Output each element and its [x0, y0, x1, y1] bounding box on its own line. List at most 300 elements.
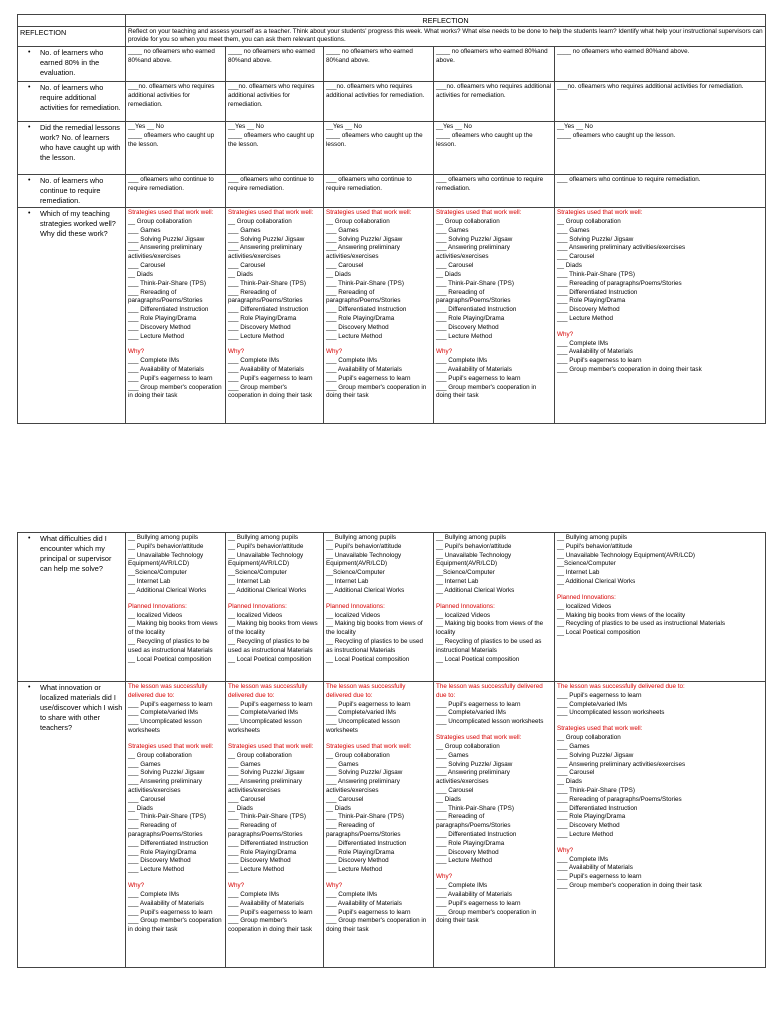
checklist-item: ___ Group member's cooperation in doing their task [228, 917, 313, 934]
checklist-item: ___ Solving Puzzle/ Jigsaw [326, 235, 403, 243]
section-heading: Strategies used that work well: [436, 734, 522, 742]
checklist-item: ___ Availability of Materials [228, 366, 304, 373]
checklist-item: ___ Complete IMs [557, 339, 609, 347]
spacer [128, 736, 223, 743]
checklist-item: ___ Pupil's eagerness to learn [557, 873, 642, 881]
checklist-item: __ Internet Lab [128, 578, 171, 586]
checklist-item: ___ Carousel [326, 795, 364, 803]
checklist-item: __Science/Computer [128, 569, 187, 577]
row-label-earned80: No. of learners who earned 80% in the evaluation. [40, 48, 104, 78]
checklist-item: ___ Games [228, 226, 261, 234]
checklist-item: __ Pupil's behavior/attitude [228, 542, 304, 550]
checklist-item: ___ Complete IMs [557, 855, 609, 863]
checklist-item: ___ Games [557, 742, 590, 750]
checklist-item: __ Diads [557, 262, 582, 270]
checklist-item: ___ Complete IMs [128, 357, 180, 365]
label-cell-strategies [18, 208, 126, 424]
section-heading: Why? [128, 348, 145, 356]
checklist-item: ___ Rereading of paragraphs/Poems/Stories [228, 822, 303, 838]
checklist-item: ___ Lecture Method [326, 866, 383, 874]
cell-earned80: ____ no ofleamers who earned 80%and above. [434, 47, 555, 82]
checklist-item: ___ Discovery Method [557, 306, 620, 314]
cell-remedial [126, 122, 226, 175]
checklist-item: ___ Role Playing/Drama [557, 813, 626, 821]
checklist-item: __ Unavailable Technology Equipment(AVR/LCD) [436, 551, 512, 568]
checklist-item: __ Diads [228, 270, 253, 278]
checklist-item: ___ Group member's cooperation in doing their task [326, 383, 427, 400]
checklist-item: __ Internet Lab [228, 578, 271, 586]
spacer [228, 341, 321, 348]
caught-up-count: ____ ofleamers who caught up the lesson. [128, 131, 215, 148]
section-heading: Strategies used that work well: [557, 725, 643, 733]
label-cell-earned80 [18, 47, 126, 82]
yes-no-choice: __Yes __ No [436, 123, 472, 130]
checklist-item: ___ Games [128, 226, 161, 234]
checklist-item: ___ Complete IMs [228, 890, 280, 898]
checklist-item: ___ Rereading of paragraphs/Poems/Stories [128, 822, 203, 838]
checklist-item: __ Group collaboration [228, 751, 292, 759]
reflection-table-top [17, 14, 766, 424]
checklist-item: ___ Pupil's eagerness to learn [326, 908, 411, 916]
bullet-icon: • [28, 124, 31, 131]
checklist-item: ___ Games [436, 751, 469, 759]
section-heading: Planned Innovations: [436, 602, 495, 610]
checklist-item: __ localized Videos [326, 611, 381, 619]
caught-up-count: ____ ofleamers who caught up the lesson. [228, 131, 315, 148]
difficulties-cell [126, 533, 226, 682]
checklist-item: ___ Complete IMs [436, 357, 488, 365]
checklist-item: ___ Carousel [436, 786, 474, 794]
checklist-item: ___ Complete IMs [326, 890, 378, 898]
checklist-item: ___ Group member's cooperation in doing their task [326, 917, 427, 934]
checklist-item: __Science/Computer [557, 560, 616, 568]
checklist-item: ___ Rereading of paragraphs/Poems/Stories [128, 288, 203, 305]
checklist-item: ___ Carousel [128, 262, 166, 270]
checklist-item: ___ Group member's cooperation in doing their task [436, 908, 537, 925]
checklist-item: ___ Lecture Method [228, 332, 285, 340]
checklist-item: __ localized Videos [228, 611, 283, 619]
checklist-item: ___ Pupil's eagerness to learn [557, 691, 642, 699]
checklist-item: __ Recycling of plastics to be used as instructional Materials [557, 620, 725, 628]
spacer [557, 840, 763, 847]
section-heading: Why? [436, 348, 453, 356]
section-heading: The lesson was successfully delivered due to: [128, 683, 208, 699]
checklist-item: ___ Answering preliminary activities/exercises [436, 244, 510, 261]
checklist-item: __ Recycling of plastics to be used as instructional Materials [436, 637, 542, 654]
cell-remedial [434, 122, 555, 175]
checklist-item: __ Unavailable Technology Equipment(AVR/LCD) [128, 551, 204, 568]
cell-require-additional: ___no. ofleamers who requires additional activities for remediation. [324, 82, 434, 122]
section-heading: Why? [128, 882, 145, 890]
checklist-item: ___ Role Playing/Drama [228, 848, 297, 856]
checklist-item: ___ Solving Puzzle/ Jigsaw [228, 769, 305, 777]
difficulties-cell [324, 533, 434, 682]
checklist-item: ___ Rereading of paragraphs/Poems/Stories [436, 813, 511, 830]
checklist-item: __ Recycling of plastics to be used as instructional Materials [228, 637, 313, 654]
yes-no-choice: __Yes __ No [326, 123, 362, 130]
innovation-cell [434, 682, 555, 968]
checklist-item: __ Diads [436, 795, 461, 803]
label-cell-difficulties [18, 533, 126, 682]
reflection-table-bottom [17, 532, 766, 968]
reflection-instruction: Reflect on your teaching and assess yourself as a teacher. Think about your students' progress this week. What works? What else needs to be done to help the students learn? Identify what help your instructional supervisors can provide for you so when you meet them, you can ask them relevant questions. [126, 27, 766, 47]
checklist-item: ___ Discovery Method [128, 857, 191, 865]
caught-up-count: ____ ofleamers who caught up the lesson. [557, 131, 676, 139]
checklist-item: ___ Complete/varied IMs [228, 709, 298, 717]
checklist-item: __ localized Videos [128, 611, 183, 619]
checklist-item: ___ Think-Pair-Share (TPS) [228, 279, 306, 287]
yes-no-choice: __Yes __ No [228, 123, 264, 130]
difficulties-cell [555, 533, 766, 682]
checklist-item: ___ Pupil's eagerness to learn [128, 374, 213, 382]
checklist-item: ___ Differentiated Instruction [326, 839, 407, 847]
checklist-item: ___ Differentiated Instruction [557, 288, 638, 296]
checklist-item: ___ Carousel [228, 262, 266, 270]
checklist-item: __ Making big books from views of the locality [228, 620, 318, 637]
checklist-item: ___ Complete/varied IMs [557, 700, 627, 708]
strategies-cell [555, 208, 766, 424]
checklist-item: __ Pupil's behavior/attitude [436, 542, 512, 550]
checklist-item: __ Group collaboration [436, 218, 500, 225]
checklist-item: __ Diads [436, 270, 461, 278]
checklist-item: __ Making big books from views of the locality [557, 611, 686, 619]
section-heading: Why? [557, 846, 574, 854]
checklist-item: ___ Discovery Method [436, 323, 499, 331]
section-heading: The lesson was successfully delivered due to: [436, 683, 543, 699]
checklist-item: ___ Discovery Method [128, 323, 191, 331]
checklist-item: __ Group collaboration [326, 218, 390, 225]
checklist-item: ___ Role Playing/Drama [326, 848, 395, 856]
cell-require-additional: ___no. ofleamers who requires additional activities for remediation. [555, 82, 766, 122]
checklist-item: ___ Think-Pair-Share (TPS) [228, 813, 306, 821]
checklist-item: ___ Uncomplicated lesson worksheets [557, 709, 665, 717]
section-heading: Strategies used that work well: [436, 209, 522, 217]
checklist-item: ___ Answering preliminary activities/exercises [557, 244, 686, 252]
checklist-item: __ Group collaboration [436, 742, 500, 750]
section-heading: Why? [228, 348, 245, 356]
checklist-item: ___ Differentiated Instruction [436, 831, 517, 838]
checklist-item: __ Local Poetical composition [128, 655, 212, 663]
checklist-item: __ Group collaboration [326, 751, 390, 759]
header-spacer [18, 15, 126, 27]
checklist-item: ___ Games [436, 226, 469, 234]
checklist-item: __ Bullying among pupils [228, 534, 299, 541]
checklist-item: ___ Rereading of paragraphs/Poems/Stories [228, 288, 303, 305]
section-heading: Planned Innovations: [228, 602, 287, 610]
checklist-item: __ Additional Clerical Works [326, 586, 405, 594]
checklist-item: __ localized Videos [557, 602, 612, 610]
cell-continue-remediation: ___ ofleamers who continue to require remediation. [434, 175, 555, 208]
checklist-item: ___ Pupil's eagerness to learn [436, 700, 521, 708]
checklist-item: ___ Role Playing/Drama [228, 314, 297, 322]
checklist-item: ___ Complete IMs [228, 357, 280, 365]
checklist-item: __ Internet Lab [326, 578, 369, 586]
cell-require-additional: ___no. ofleamers who requires additional activities for remediation. [434, 82, 555, 122]
bullet-icon: • [28, 210, 31, 218]
checklist-item: ___ Solving Puzzle/ Jigsaw [436, 235, 513, 243]
checklist-item: ___ Discovery Method [436, 848, 499, 856]
row-label-require-additional: No. of learners who require additional activities for remediation. [40, 83, 121, 113]
spacer [228, 596, 321, 603]
checklist-item: ___ Complete/varied IMs [326, 709, 396, 717]
checklist-item: ___ Answering preliminary activities/exercises [228, 244, 302, 261]
checklist-item: ___ Lecture Method [228, 866, 285, 874]
spacer [557, 587, 763, 594]
cell-remedial [324, 122, 434, 175]
section-heading: Strategies used that work well: [557, 209, 643, 217]
cell-require-additional: ___no. ofleamers who requires additional activities for remediation. [226, 82, 324, 122]
spacer [326, 596, 431, 603]
checklist-item: __ Bullying among pupils [436, 534, 507, 541]
spacer [436, 341, 552, 348]
checklist-item: ___ Answering preliminary activities/exercises [557, 760, 686, 768]
innovation-cell [226, 682, 324, 968]
label-cell-continue-remediation [18, 175, 126, 208]
checklist-item: __ Unavailable Technology Equipment(AVR/LCD) [557, 551, 696, 559]
checklist-item: ___ Differentiated Instruction [228, 306, 309, 314]
checklist-item: ___ Carousel [557, 769, 595, 777]
checklist-item: ___ Complete/varied IMs [128, 709, 198, 717]
yes-no-choice: __Yes __ No [557, 123, 593, 130]
checklist-item: ___ Uncomplicated lesson worksheets [128, 718, 202, 735]
cell-continue-remediation: ___ ofleamers who continue to require remediation. [555, 175, 766, 208]
checklist-item: __ Unavailable Technology Equipment(AVR/LCD) [326, 551, 402, 568]
checklist-item: ___ Think-Pair-Share (TPS) [436, 279, 514, 287]
section-heading: Strategies used that work well: [228, 209, 314, 217]
section-heading: The lesson was successfully delivered due to: [228, 683, 308, 699]
cell-remedial [226, 122, 324, 175]
checklist-item: ___ Availability of Materials [436, 366, 512, 373]
difficulties-cell [226, 533, 324, 682]
checklist-item: ___ Group member's cooperation in doing their task [557, 882, 702, 890]
checklist-item: ___ Uncomplicated lesson worksheets [228, 718, 302, 735]
checklist-item: ___ Pupil's eagerness to learn [436, 899, 521, 907]
section-heading: The lesson was successfully delivered due to: [557, 683, 685, 690]
checklist-item: ___ Games [128, 760, 161, 768]
section-heading: The lesson was successfully delivered due to: [326, 683, 406, 699]
innovation-cell [324, 682, 434, 968]
section-heading: Why? [326, 348, 343, 356]
checklist-item: ___ Pupil's eagerness to learn [228, 700, 313, 708]
section-heading: Strategies used that work well: [228, 742, 314, 750]
checklist-item: __ Diads [557, 778, 582, 786]
label-cell-innovation [18, 682, 126, 968]
spacer [326, 736, 431, 743]
checklist-item: __ Additional Clerical Works [436, 586, 515, 594]
checklist-item: ___ Games [228, 760, 261, 768]
checklist-item: ___ Pupil's eagerness to learn [228, 374, 313, 382]
checklist-item: __ Making big books from views of the locality [326, 620, 423, 637]
spacer [436, 727, 552, 734]
bullet-icon: • [28, 535, 31, 542]
checklist-item: ___ Uncomplicated lesson worksheets [326, 718, 400, 735]
checklist-item: ___ Role Playing/Drama [128, 314, 197, 322]
row-label-strategies: Which of my teaching strategies worked well? Why did these work? [40, 209, 116, 239]
spacer [228, 736, 321, 743]
strategies-cell [324, 208, 434, 424]
checklist-item: ___ Solving Puzzle/ Jigsaw [436, 760, 513, 768]
checklist-item: ___ Complete IMs [436, 882, 488, 890]
checklist-item: __ Diads [128, 804, 153, 812]
strategies-cell [226, 208, 324, 424]
reflection-label: REFLECTION [18, 27, 126, 47]
checklist-item: ___ Carousel [128, 795, 166, 803]
checklist-item: ___ Discovery Method [228, 857, 291, 865]
checklist-item: __ Local Poetical composition [228, 655, 312, 663]
checklist-item: __ Recycling of plastics to be used as instructional Materials [326, 637, 423, 654]
checklist-item: ___ Availability of Materials [326, 366, 402, 373]
checklist-item: __ Diads [326, 270, 351, 278]
spacer [436, 596, 552, 603]
checklist-item: __ Pupil's behavior/attitude [326, 542, 402, 550]
checklist-item: ___ Carousel [557, 253, 595, 261]
checklist-item: ___ Differentiated Instruction [128, 306, 209, 314]
checklist-item: __ Making big books from views of the locality [128, 620, 218, 637]
checklist-item: ___ Answering preliminary activities/exercises [326, 778, 400, 794]
checklist-item: ___ Solving Puzzle/ Jigsaw [228, 235, 305, 243]
checklist-item: ___ Carousel [436, 262, 474, 270]
checklist-item: ___ Availability of Materials [128, 366, 204, 373]
section-heading: Planned Innovations: [557, 593, 616, 601]
checklist-item: __Science/Computer [326, 569, 385, 577]
checklist-item: ___ Role Playing/Drama [326, 314, 395, 322]
checklist-item: ___ Discovery Method [557, 822, 620, 830]
checklist-item: ___ Differentiated Instruction [128, 839, 209, 847]
checklist-item: ___ Complete IMs [128, 890, 180, 898]
checklist-item: ___ Rereading of paragraphs/Poems/Stories [436, 288, 511, 305]
spacer [557, 718, 763, 725]
checklist-item: __ Bullying among pupils [557, 534, 628, 541]
cell-earned80: ____ no ofleamers who earned 80%and above. [226, 47, 324, 82]
spacer [326, 341, 431, 348]
checklist-item: ___ Answering preliminary activities/exercises [228, 778, 302, 794]
checklist-item: ___ Answering preliminary activities/exercises [326, 244, 400, 261]
checklist-item: ___ Games [326, 760, 359, 768]
checklist-item: __ Group collaboration [128, 751, 192, 759]
caught-up-count: ____ ofleamers who caught up the lesson. [436, 131, 533, 148]
checklist-item: ___ Role Playing/Drama [557, 297, 626, 305]
checklist-item: ___ Think-Pair-Share (TPS) [557, 786, 635, 794]
checklist-item: __ Local Poetical composition [326, 655, 410, 663]
checklist-item: __ Pupil's behavior/attitude [128, 542, 204, 550]
checklist-item: ___ Rereading of paragraphs/Poems/Stories [557, 795, 682, 803]
checklist-item: ___ Discovery Method [228, 323, 291, 331]
cell-earned80: ____ no ofleamers who earned 80%and above. [555, 47, 766, 82]
checklist-item: ___ Availability of Materials [557, 348, 633, 356]
checklist-item: __Science/Computer [228, 569, 287, 577]
section-heading: Planned Innovations: [326, 602, 385, 610]
checklist-item: ___ Availability of Materials [228, 899, 304, 907]
strategies-cell [126, 208, 226, 424]
section-heading: Planned Innovations: [128, 602, 187, 610]
checklist-item: __ Local Poetical composition [557, 629, 641, 637]
section-heading: Why? [557, 330, 574, 338]
checklist-item: ___ Group member's cooperation in doing their task [128, 383, 222, 400]
bullet-icon: • [28, 49, 31, 56]
checklist-item: ___ Think-Pair-Share (TPS) [128, 279, 206, 287]
spacer [228, 875, 321, 882]
checklist-item: ___ Differentiated Instruction [326, 306, 407, 314]
checklist-item: ___ Games [557, 226, 590, 234]
row-label-difficulties: What difficulties did I encounter which my principal or supervisor can help me solve? [40, 534, 112, 574]
label-cell-remedial-work [18, 122, 126, 175]
checklist-item: ___ Answering preliminary activities/exercises [128, 778, 202, 794]
checklist-item: ___ Group member's cooperation in doing their task [128, 917, 222, 934]
checklist-item: __ Diads [128, 270, 153, 278]
spacer [557, 324, 763, 331]
checklist-item: ___ Complete IMs [326, 357, 378, 365]
caught-up-count: ____ ofleamers who caught up the lesson. [326, 131, 423, 148]
checklist-item: ___ Uncomplicated lesson worksheets [436, 718, 544, 726]
section-heading: Strategies used that work well: [128, 742, 214, 750]
spacer [128, 341, 223, 348]
cell-continue-remediation: ___ ofleamers who continue to require remediation. [126, 175, 226, 208]
checklist-item: __ Bullying among pupils [128, 534, 199, 541]
cell-continue-remediation: ___ ofleamers who continue to require remediation. [324, 175, 434, 208]
checklist-item: ___ Games [326, 226, 359, 234]
checklist-item: __ Additional Clerical Works [557, 578, 636, 586]
cell-require-additional: ___no. ofleamers who requires additional activities for remediation. [126, 82, 226, 122]
section-heading: Why? [436, 873, 453, 881]
checklist-item: ___ Availability of Materials [436, 890, 512, 898]
innovation-cell [126, 682, 226, 968]
checklist-item: __ Making big books from views of the locality [436, 620, 544, 637]
difficulties-cell [434, 533, 555, 682]
cell-earned80: ____ no ofleamers who earned 80%and above. [126, 47, 226, 82]
checklist-item: __ Group collaboration [557, 734, 621, 742]
checklist-item: ___ Pupil's eagerness to learn [436, 374, 521, 382]
checklist-item: __ Group collaboration [228, 218, 292, 225]
section-heading: Strategies used that work well: [128, 209, 214, 217]
checklist-item: ___ Differentiated Instruction [557, 804, 638, 812]
checklist-item: ___ Availability of Materials [557, 864, 633, 872]
checklist-item: ___ Lecture Method [128, 866, 185, 874]
section-heading: Strategies used that work well: [326, 209, 412, 217]
spacer [128, 596, 223, 603]
checklist-item: ___ Group member's cooperation in doing their task [557, 366, 702, 373]
checklist-item: ___ Role Playing/Drama [128, 848, 197, 856]
checklist-item: ___ Solving Puzzle/ Jigsaw [557, 751, 634, 759]
checklist-item: __ Bullying among pupils [326, 534, 397, 541]
checklist-item: ___ Discovery Method [326, 323, 389, 331]
checklist-item: __ Group collaboration [128, 218, 192, 225]
checklist-item: ___ Carousel [228, 795, 266, 803]
section-heading: Why? [228, 882, 245, 890]
checklist-item: __ Additional Clerical Works [128, 586, 207, 594]
checklist-item: ___ Solving Puzzle/ Jigsaw [557, 235, 634, 243]
section-heading: Why? [326, 882, 343, 890]
checklist-item: ___ Group member's cooperation in doing their task [436, 383, 537, 400]
checklist-item: ___ Role Playing/Drama [436, 314, 505, 322]
bullet-icon: • [28, 177, 31, 184]
checklist-item: __ Unavailable Technology Equipment(AVR/LCD) [228, 551, 304, 568]
checklist-item: ___ Group member's cooperation in doing their task [228, 383, 313, 400]
checklist-item: ___ Solving Puzzle/ Jigsaw [128, 235, 205, 243]
checklist-item: ___ Lecture Method [436, 857, 493, 865]
checklist-item: ___ Think-Pair-Share (TPS) [326, 279, 404, 287]
checklist-item: ___ Rereading of paragraphs/Poems/Stories [326, 822, 401, 838]
checklist-item: ___ Availability of Materials [326, 899, 402, 907]
checklist-item: __ Diads [228, 804, 253, 812]
checklist-item: ___ Rereading of paragraphs/Poems/Stories [326, 288, 401, 305]
spacer [326, 875, 431, 882]
strategies-cell [434, 208, 555, 424]
row-label-continue-remediation: No. of learners who continue to require remediation. [40, 176, 104, 206]
checklist-item: ___ Think-Pair-Share (TPS) [128, 813, 206, 821]
checklist-item: ___ Lecture Method [557, 831, 614, 838]
checklist-item: ___ Pupil's eagerness to learn [128, 908, 213, 916]
checklist-item: ___ Answering preliminary activities/exercises [436, 769, 510, 786]
